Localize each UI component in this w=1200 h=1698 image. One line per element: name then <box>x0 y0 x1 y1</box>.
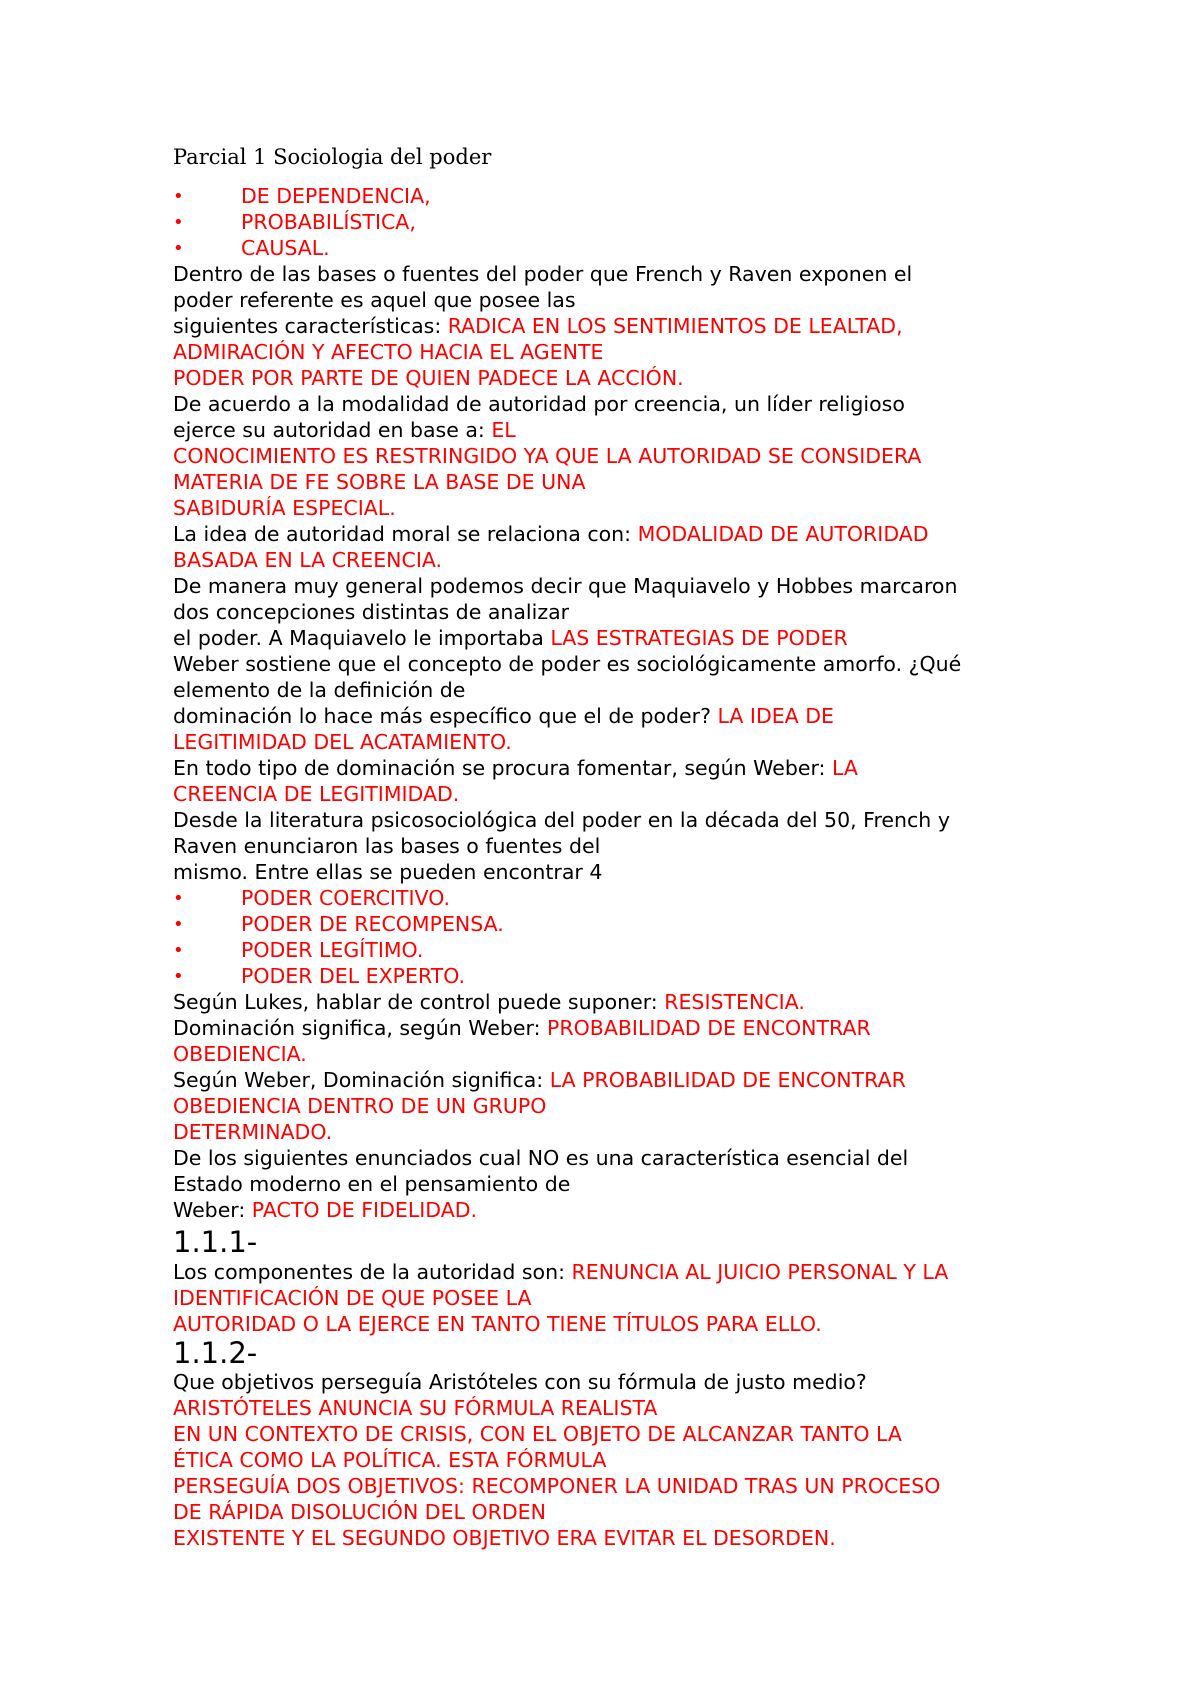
answer-text: LAS ESTRATEGIAS DE PODER <box>550 626 848 650</box>
question-text: dominación lo hace más específico que el de poder? <box>173 704 718 728</box>
document-title: Parcial 1 Sociologia del poder <box>173 145 492 169</box>
bullet-item: PODER DE RECOMPENSA. <box>241 912 504 936</box>
answer-text: LEGITIMIDAD DEL ACATAMIENTO. <box>173 730 512 754</box>
answer-text: PERSEGUÍA DOS OBJETIVOS: RECOMPONER LA UNIDAD TRAS UN PROCESO <box>173 1474 941 1498</box>
question-text: Dentro de las bases o fuentes del poder que French y Raven exponen el <box>173 262 913 286</box>
question-text: Raven enunciaron las bases o fuentes del <box>173 834 601 858</box>
answer-text: RENUNCIA AL JUICIO PERSONAL Y LA <box>571 1260 949 1284</box>
question-text: Según Weber, Dominación significa: <box>173 1068 550 1092</box>
question-answer-line <box>173 313 903 339</box>
answer-text: LA <box>831 756 858 780</box>
answer-text: AUTORIDAD O LA EJERCE EN TANTO TIENE TÍTULOS PARA ELLO. <box>173 1312 822 1336</box>
question-answer-line <box>173 417 516 443</box>
answer-text: CREENCIA DE LEGITIMIDAD. <box>173 782 460 806</box>
answer-text: LA IDEA DE <box>717 704 834 728</box>
question-answer-line <box>173 521 929 547</box>
question-answer-line <box>173 755 858 781</box>
question-answer-line <box>173 1197 477 1223</box>
answer-text: PROBABILIDAD DE ENCONTRAR <box>547 1016 871 1040</box>
question-text: Estado moderno en el pensamiento de <box>173 1172 571 1196</box>
question-text: dos concepciones distintas de analizar <box>173 600 570 624</box>
answer-text: ÉTICA COMO LA POLÍTICA. ESTA FÓRMULA <box>173 1448 607 1472</box>
question-text: siguientes características: <box>173 314 448 338</box>
section-heading: 1.1.1- <box>173 1225 258 1259</box>
question-text: La idea de autoridad moral se relaciona con: <box>173 522 638 546</box>
section-heading: 1.1.2- <box>173 1336 258 1370</box>
answer-text: EN UN CONTEXTO DE CRISIS, CON EL OBJETO DE ALCANZAR TANTO LA <box>173 1422 902 1446</box>
question-text: Que objetivos perseguía Aristóteles con su fórmula de justo medio? <box>173 1370 867 1394</box>
question-text: Dominación significa, según Weber: <box>173 1016 548 1040</box>
answer-text: EL <box>491 418 516 442</box>
question-text: elemento de la definición de <box>173 678 466 702</box>
question-text: Según Lukes, hablar de control puede suponer: <box>173 990 665 1014</box>
answer-text: BASADA EN LA CREENCIA. <box>173 548 443 572</box>
question-answer-line <box>173 1067 906 1093</box>
bullet-icon: • <box>173 212 184 233</box>
bullet-item: CAUSAL. <box>241 236 330 260</box>
question-text: Desde la literatura psicosociológica del poder en la década del 50, French y <box>173 808 950 832</box>
question-answer-line <box>173 1015 871 1041</box>
question-text: poder referente es aquel que posee las <box>173 288 576 312</box>
bullet-item: PROBABILÍSTICA, <box>241 210 416 234</box>
bullet-icon: • <box>173 186 184 207</box>
answer-text: LA PROBABILIDAD DE ENCONTRAR <box>549 1068 906 1092</box>
answer-text: OBEDIENCIA. <box>173 1042 307 1066</box>
question-text: En todo tipo de dominación se procura fomentar, según Weber: <box>173 756 832 780</box>
question-text: el poder. A Maquiavelo le importaba <box>173 626 551 650</box>
answer-text: DE RÁPIDA DISOLUCIÓN DEL ORDEN <box>173 1500 546 1524</box>
question-text: mismo. Entre ellas se pueden encontrar 4 <box>173 860 603 884</box>
answer-text: ADMIRACIÓN Y AFECTO HACIA EL AGENTE <box>173 340 604 364</box>
question-text: De acuerdo a la modalidad de autoridad por creencia, un líder religioso <box>173 392 905 416</box>
answer-text: SABIDURÍA ESPECIAL. <box>173 496 396 520</box>
answer-text: ARISTÓTELES ANUNCIA SU FÓRMULA REALISTA <box>173 1396 658 1420</box>
question-answer-line <box>173 1259 948 1285</box>
answer-text: RADICA EN LOS SENTIMIENTOS DE LEALTAD, <box>447 314 903 338</box>
answer-text: RESISTENCIA. <box>664 990 805 1014</box>
bullet-item: PODER LEGÍTIMO. <box>241 938 424 962</box>
question-answer-line <box>173 625 848 651</box>
answer-text: IDENTIFICACIÓN DE QUE POSEE LA <box>173 1286 532 1310</box>
bullet-icon: • <box>173 238 184 259</box>
question-text: De los siguientes enunciados cual NO es una característica esencial del <box>173 1146 909 1170</box>
answer-text: DETERMINADO. <box>173 1120 333 1144</box>
answer-text: CONOCIMIENTO ES RESTRINGIDO YA QUE LA AUTORIDAD SE CONSIDERA <box>173 444 922 468</box>
bullet-item: PODER COERCITIVO. <box>241 886 451 910</box>
question-text: De manera muy general podemos decir que Maquiavelo y Hobbes marcaron <box>173 574 958 598</box>
question-text: Los componentes de la autoridad son: <box>173 1260 572 1284</box>
bullet-icon: • <box>173 966 184 987</box>
question-text: ejerce su autoridad en base a: <box>173 418 492 442</box>
bullet-icon: • <box>173 940 184 961</box>
bullet-item: PODER DEL EXPERTO. <box>241 964 466 988</box>
answer-text: OBEDIENCIA DENTRO DE UN GRUPO <box>173 1094 547 1118</box>
answer-text: PACTO DE FIDELIDAD. <box>251 1198 478 1222</box>
answer-text: EXISTENTE Y EL SEGUNDO OBJETIVO ERA EVITAR EL DESORDEN. <box>173 1526 836 1550</box>
question-answer-line <box>173 703 834 729</box>
question-text: Weber sostiene que el concepto de poder es sociológicamente amorfo. ¿Qué <box>173 652 962 676</box>
answer-text: MODALIDAD DE AUTORIDAD <box>637 522 929 546</box>
bullet-icon: • <box>173 888 184 909</box>
answer-text: PODER POR PARTE DE QUIEN PADECE LA ACCIÓN. <box>173 366 684 390</box>
bullet-item: DE DEPENDENCIA, <box>241 184 431 208</box>
bullet-icon: • <box>173 914 184 935</box>
answer-text: MATERIA DE FE SOBRE LA BASE DE UNA <box>173 470 586 494</box>
question-answer-line <box>173 989 805 1015</box>
question-text: Weber: <box>173 1198 252 1222</box>
